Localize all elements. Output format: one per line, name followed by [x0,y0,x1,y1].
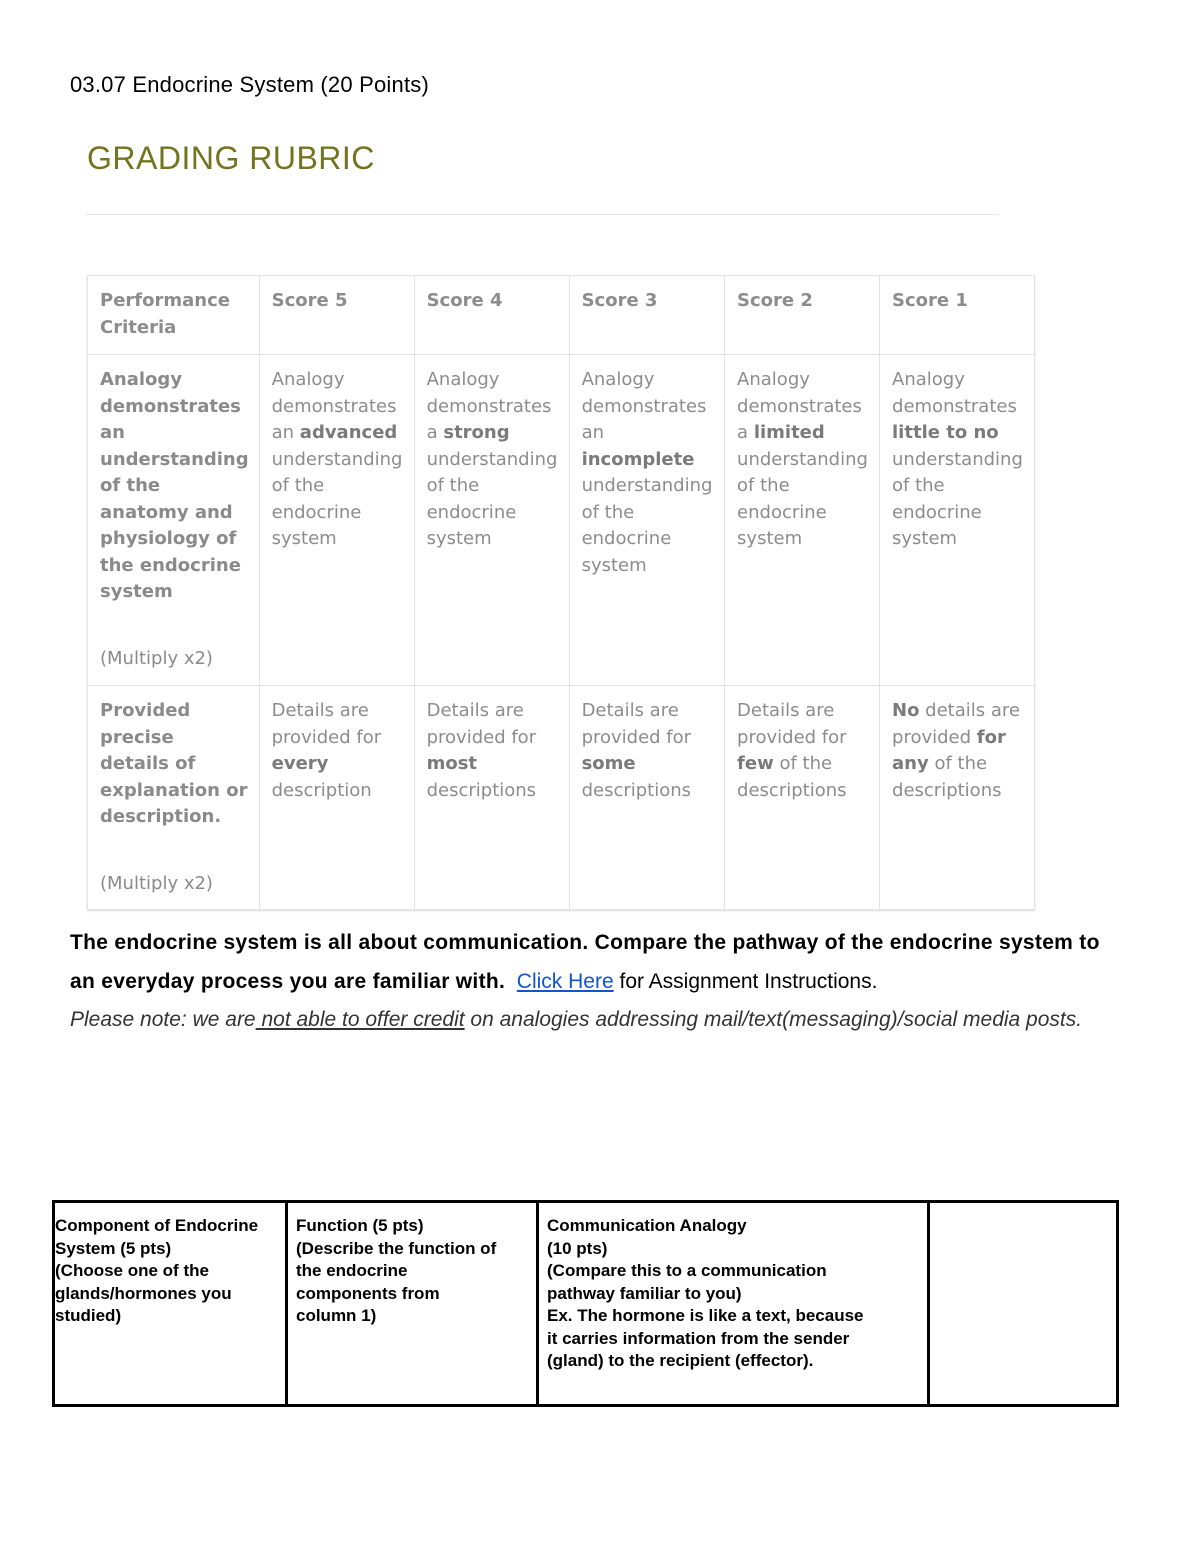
assignment-instructions-link[interactable]: Click Here [516,969,614,993]
assignment-table [52,1200,1119,1407]
document-title: 03.07 Endocrine System (20 Points) [70,72,429,97]
multiplier-note: (Multiply x2) [100,872,213,894]
criteria-cell [88,355,260,686]
score-cell: Details are provided for every description [259,686,414,910]
credit-note: Please note: we are not able to offer credit on analogies addressing mail/text(messaging)/social media posts. [70,1008,1083,1031]
criteria-text: Analogy demonstrates an understanding of the anatomy and physiology of the endocrine system [100,369,249,602]
score-cell: Details are provided for most descriptions [414,686,569,910]
header-performance-criteria: Performance Criteria [88,276,260,355]
rubric-table [87,275,1035,910]
rubric-row-details [88,686,1035,910]
score-cell: Analogy demonstrates an advanced understanding of the endocrine system [259,355,414,686]
multiplier-note: (Multiply x2) [100,647,213,669]
assignment-row [54,1202,1118,1406]
analogy-column[interactable]: Communication Analogy (10 pts) (Compare this to a communication pathway familiar to you) Ex. The hormone is like a text, because it carries information from the sender (gland) to the recipient (effector). [538,1202,929,1406]
score-cell: Analogy demonstrates a strong understanding of the endocrine system [414,355,569,686]
score-cell: Analogy demonstrates an incomplete understanding of the endocrine system [569,355,724,686]
criteria-cell [88,686,260,910]
component-column[interactable]: Component of Endocrine System (5 pts) (Choose one of the glands/hormones you studied) [54,1202,287,1406]
score-cell: Analogy demonstrates little to no understanding of the endocrine system [880,355,1035,686]
divider [86,214,998,215]
header-score-2: Score 2 [725,276,880,355]
score-cell: Details are provided for some descriptions [569,686,724,910]
empty-column[interactable] [929,1202,1118,1406]
link-suffix: for Assignment Instructions. [613,969,878,993]
score-cell: No details are provided for any of the descriptions [880,686,1035,910]
header-score-1: Score 1 [880,276,1035,355]
function-column[interactable]: Function (5 pts) (Describe the function of the endocrine components from column 1) [287,1202,538,1406]
header-score-4: Score 4 [414,276,569,355]
rubric-row-analogy [88,355,1035,686]
criteria-text: Provided precise details of explanation or description. [100,700,248,827]
rubric-heading: GRADING RUBRIC [87,140,375,176]
rubric-header-row [88,276,1035,355]
assignment-prompt [70,924,1130,1040]
score-cell: Details are provided for few of the descriptions [725,686,880,910]
score-cell: Analogy demonstrates a limited understanding of the endocrine system [725,355,880,686]
header-score-3: Score 3 [569,276,724,355]
prompt-text: The endocrine system is all about communication. Compare the pathway of the endocrine system to an everyday process you are familiar with. [70,931,1100,993]
header-score-5: Score 5 [259,276,414,355]
